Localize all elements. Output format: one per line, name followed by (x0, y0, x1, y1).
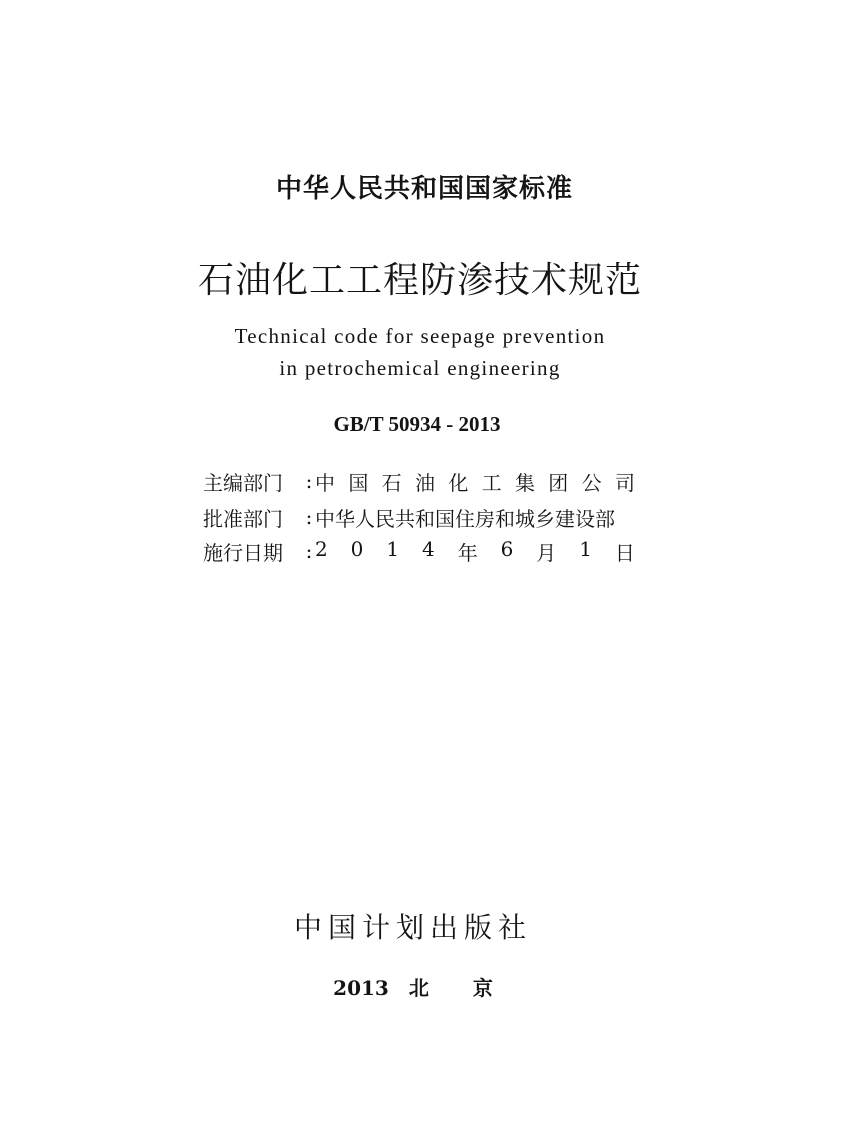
effective-date-label: 施行日期 (203, 540, 283, 565)
editor-char: 集 (514, 470, 535, 495)
date-char: 月 (536, 540, 557, 565)
effective-date-row (203, 536, 635, 566)
date-char: 1 (579, 536, 592, 561)
editor-char: 石 (381, 470, 402, 495)
approver-label: 批准部门 (203, 506, 283, 531)
editor-char: 团 (548, 470, 569, 495)
editor-char: 工 (481, 470, 502, 495)
effective-date-value (315, 537, 635, 566)
imprint (0, 972, 826, 1001)
editor-char: 国 (348, 470, 369, 495)
imprint-city-part-1: 北 (408, 976, 429, 1000)
approver-value: 中华人民共和国住房和城乡建设部 (315, 506, 615, 531)
imprint-city-part-2: 京 (472, 976, 493, 1000)
title-chinese: 石油化工工程防渗技术规范 (197, 260, 642, 301)
editor-separator: : (305, 469, 313, 493)
date-char: 年 (457, 540, 478, 565)
date-char: 1 (386, 536, 400, 561)
title-english-line-1: Technical code for seepage prevention (234, 324, 606, 348)
editor-char: 公 (581, 470, 602, 495)
approver-separator: : (305, 505, 313, 529)
title-english-line-2: in petrochemical engineering (279, 356, 561, 380)
editor-row (203, 466, 635, 496)
editor-char: 中 (315, 470, 335, 495)
standard-number: GB/T 50934 - 2013 (333, 412, 501, 436)
publisher-name: 中国计划出版社 (293, 911, 532, 944)
date-char: 日 (614, 540, 635, 565)
imprint-year: 2013 (333, 976, 389, 1000)
editor-char: 化 (448, 470, 469, 495)
date-char: 2 (315, 536, 328, 561)
date-char: 6 (500, 536, 514, 561)
date-char: 0 (350, 536, 364, 561)
editor-label: 主编部门 (203, 470, 283, 495)
editor-char: 司 (614, 470, 635, 495)
date-char: 4 (422, 536, 435, 561)
editor-value (315, 467, 635, 496)
editor-char: 油 (414, 470, 435, 495)
approver-row (203, 502, 635, 532)
series-heading: 中华人民共和国国家标准 (275, 174, 573, 204)
effective-date-separator: : (305, 539, 313, 563)
